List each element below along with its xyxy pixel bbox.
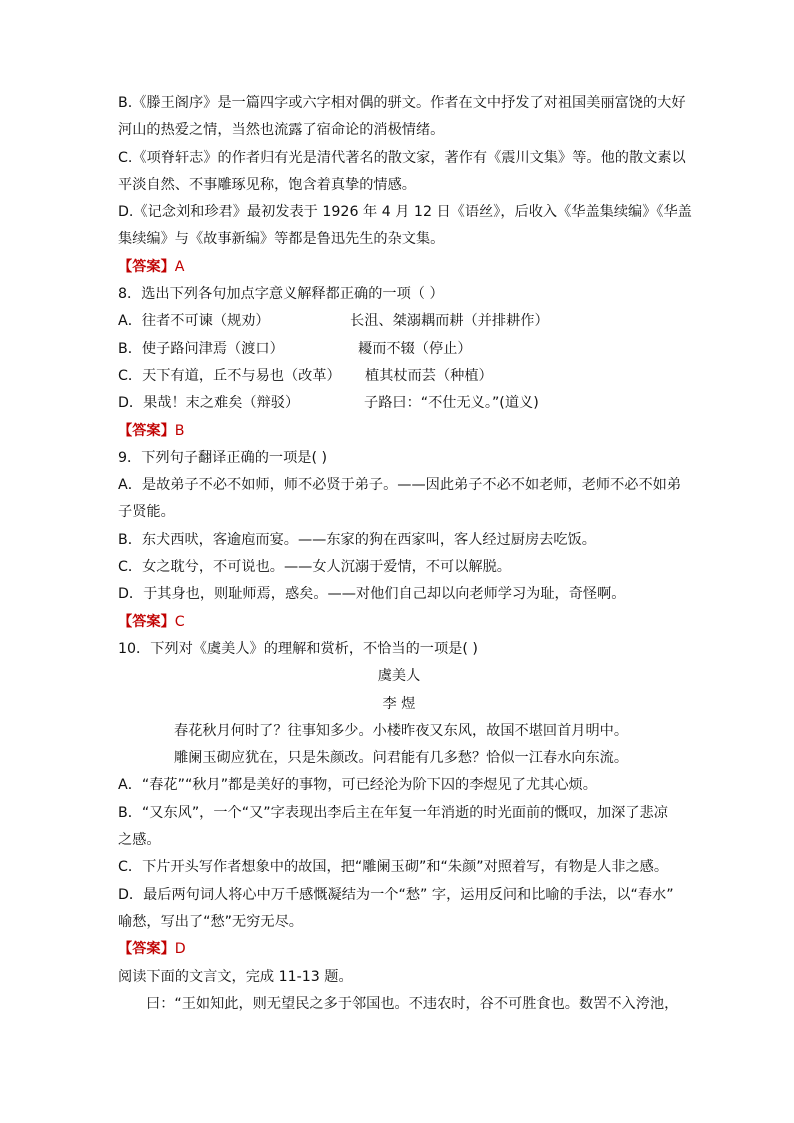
reading-passage-line1: 曰：“王如知此，则无望民之多于邻国也。不违农时，谷不可胜食也。数罟不入洿池，: [146, 995, 679, 1012]
q8-option-c-right: 植其杖而芸（种植）: [365, 367, 493, 384]
q10-option-d-line1: D．最后两句词人将心中万千感慨凝结为一个“愁” 字，运用反问和比喻的手法，以“春水”: [118, 886, 674, 903]
q9-option-d: D．于其身也，则耻师焉，惑矣。——对他们自己却以向老师学习为耻，奇怪啊。: [118, 586, 626, 603]
q8-option-b-right: 耰而不辍（停止）: [358, 340, 472, 357]
q8-option-a-left: A．往者不可谏（规劝）: [118, 313, 270, 330]
q10-option-c: C．下片开头写作者想象中的故国，把“雕阑玉砌”和“朱颜”对照着写，有物是人非之感。: [118, 859, 669, 876]
q7-answer: [118, 254, 680, 281]
q9-option-a-line2: 子贤能。: [118, 504, 175, 521]
q7-option-b-line2: 河山的热爱之情，当然也流露了宿命论的消极情绪。: [118, 122, 445, 139]
document-page: [118, 90, 692, 1018]
q7-option-c-line1: C.《项脊轩志》的作者归有光是清代著名的散文家，著作有《震川文集》等。他的散文素以: [118, 149, 686, 166]
q9-option-c: C．女之耽兮，不可说也。——女人沉溺于爱情，不可以解脱。: [118, 559, 511, 576]
answer-value: D: [174, 941, 186, 958]
answer-value: C: [174, 613, 185, 630]
poem-title: 虞美人: [377, 668, 421, 685]
q7-option-d-line2: 集续编》与《故事新编》等都是鲁迅先生的杂文集。: [118, 231, 445, 248]
q9-title: 9．下列句子翻译正确的一项是( ): [118, 449, 328, 466]
answer-label: 【答案】: [118, 422, 175, 439]
q10-option-b-line1: B．“又东风”，一个“又”字表现出李后主在年复一年消逝的时光面前的慨叹，加深了悲凉: [118, 804, 668, 821]
answer-label: 【答案】: [118, 258, 175, 275]
q9-answer: [118, 609, 680, 636]
answer-value: A: [174, 258, 185, 275]
answer-label: 【答案】: [118, 613, 175, 630]
q8-option-d-left: D．果哉！末之难矣（辩驳）: [118, 395, 300, 412]
q10-title: 10．下列对《虞美人》的理解和赏析，不恰当的一项是( ): [118, 640, 478, 657]
q7-option-d-line1: D.《记念刘和珍君》最初发表于 1926 年 4 月 12 日《语丝》，后收入《华盖集续编》《华盖: [118, 204, 692, 221]
poem-line-1: 春花秋月何时了？往事知多少。小楼昨夜又东风，故国不堪回首月明中。: [174, 722, 629, 739]
q10-option-a: A．“春花”“秋月”都是美好的事物，可已经沦为阶下囚的李煜见了尤其心烦。: [118, 777, 597, 794]
q10-option-b-line2: 之感。: [118, 832, 161, 849]
q8-option-b: [118, 336, 680, 363]
q7-option-b-line1: B.《滕王阁序》是一篇四字或六字相对偶的骈文。作者在文中抒发了对祖国美丽富饶的大好: [118, 95, 686, 111]
q9-option-b: B．东犬西吠，客逾庖而宴。——东家的狗在西家叫，客人经过厨房去吃饭。: [118, 531, 596, 548]
q8-option-a-right: 长沮、桀溺耦而耕（并排耕作）: [350, 313, 549, 330]
q8-option-d: [118, 390, 680, 417]
answer-value: B: [174, 422, 185, 439]
q9-option-a-line1: A．是故弟子不必不如师，师不必贤于弟子。——因此弟子不必不如老师，老师不必不如弟: [118, 477, 682, 494]
q8-option-a: [118, 308, 680, 335]
q8-option-c-left: C．天下有道，丘不与易也（改革）: [118, 367, 341, 384]
q7-option-c-line2: 平淡自然、不事雕琢见称，饱含着真挚的情感。: [118, 176, 416, 193]
q10-option-d-line2: 喻愁，写出了“愁”无穷无尽。: [118, 913, 303, 930]
q8-answer: [118, 418, 680, 445]
poem-line-2: 雕阑玉砌应犹在，只是朱颜改。问君能有几多愁？恰似一江春水向东流。: [174, 750, 629, 767]
answer-label: 【答案】: [118, 941, 175, 958]
poem-author: 李 煜: [382, 695, 416, 712]
q8-option-d-right: 子路曰：“不仕无义。”(道义): [364, 395, 539, 412]
q8-option-c: [118, 363, 680, 390]
q8-option-b-left: B．使子路问津焉（渡口）: [118, 340, 284, 357]
reading-intro: 阅读下面的文言文，完成 11-13 题。: [118, 968, 353, 985]
q8-title: 8．选出下列各句加点字意义解释都正确的一项（ ）: [118, 286, 444, 303]
q10-answer: [118, 936, 680, 963]
